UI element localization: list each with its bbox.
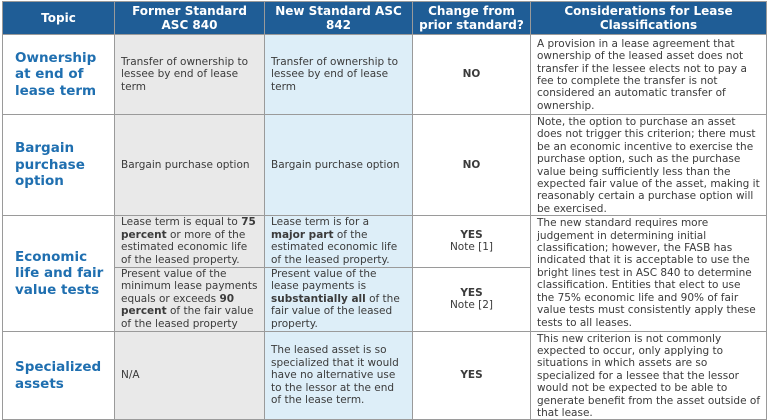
table-row-bargain [3, 115, 767, 216]
bold-text: substantially all [271, 292, 366, 305]
new-economic-2 [265, 267, 413, 331]
change-value: YES [460, 369, 483, 382]
text: of the fair value of the leased property [121, 305, 254, 330]
change-value: NO [462, 68, 481, 81]
change-economic-2 [413, 267, 531, 331]
text: of the estimated economic life of the leased property. [271, 228, 398, 267]
new-specialized: The leased asset is so specialized that it would have no alternative use to the lessor at the end of the lease term. [265, 331, 413, 420]
considerations-economic: The new standard requires more judgement in determining initial classification; however, the FASB has indicated that it is acceptable to use the bright lines test in ASC 840 to determine classification. Entities that elect to use the 75% economic life and 90% of fair value tests must consistently apply these tests to all leases. [531, 216, 767, 331]
former-economic-1 [115, 216, 265, 267]
note-label: Note [1] [449, 241, 494, 254]
former-economic-2 [115, 267, 265, 331]
former-ownership: Transfer of ownership to lessee by end of lease term [115, 35, 265, 115]
bold-text: major part [271, 228, 334, 241]
change-value: NO [462, 158, 481, 171]
header-former-standard: Former Standard ASC 840 [115, 2, 265, 35]
text: of the fair value of the leased property. [271, 292, 400, 330]
text: Lease term is equal to [121, 216, 242, 229]
change-economic-1 [413, 216, 531, 267]
topic-economic: Economic life and fair value tests [3, 216, 115, 331]
table-row-specialized [3, 331, 767, 420]
topic-ownership: Ownership at end of lease term [3, 35, 115, 115]
table-row-economic-1 [3, 216, 767, 267]
topic-specialized: Specialized assets [3, 331, 115, 420]
change-ownership [413, 35, 531, 115]
change-value: YES [460, 228, 483, 241]
bold-text: 75 percent [121, 216, 256, 241]
change-specialized [413, 331, 531, 420]
bold-text: 90 percent [121, 292, 235, 318]
header-new-standard: New Standard ASC 842 [265, 2, 413, 35]
new-bargain: Bargain purchase option [265, 115, 413, 216]
header-topic: Topic [3, 2, 115, 35]
former-bargain: Bargain purchase option [115, 115, 265, 216]
considerations-bargain: Note, the option to purchase an asset does not trigger this criterion; there must be an economic incentive to exercise the purchase option, such as the purchase value being sufficiently less than the expected fair value of the asset, making it reasonably certain a purchase option will be exercised. [531, 115, 767, 216]
lease-classification-table [2, 1, 767, 420]
former-specialized: N/A [115, 331, 265, 420]
new-economic-1 [265, 216, 413, 267]
text: or more of the estimated economic life of the leased property. [121, 228, 248, 267]
considerations-specialized: This new criterion is not commonly expected to occur, only applying to situations in which assets are so specialized for a lessee that the lessor would not be expected to be able to generate benefit from the asset outside of that lease. [531, 331, 767, 420]
table-row-ownership [3, 35, 767, 115]
new-ownership: Transfer of ownership to lessee by end of lease term [265, 35, 413, 115]
header-considerations: Considerations for Lease Classifications [531, 2, 767, 35]
change-bargain [413, 115, 531, 216]
text: Present value of the minimum lease payments equals or exceeds [121, 267, 258, 305]
note-label: Note [2] [449, 299, 494, 312]
header-change: Change from prior standard? [413, 2, 531, 35]
text: Lease term is for a [271, 216, 370, 229]
topic-bargain: Bargain purchase option [3, 115, 115, 216]
text: Present value of the lease payments is [271, 267, 377, 293]
header-row [3, 2, 767, 35]
change-value: YES [460, 286, 483, 299]
considerations-ownership: A provision in a lease agreement that ownership of the leased asset does not transfer if the lessee elects not to pay a fee to complete the transfer is not considered an automatic transfer of ownership. [531, 35, 767, 115]
